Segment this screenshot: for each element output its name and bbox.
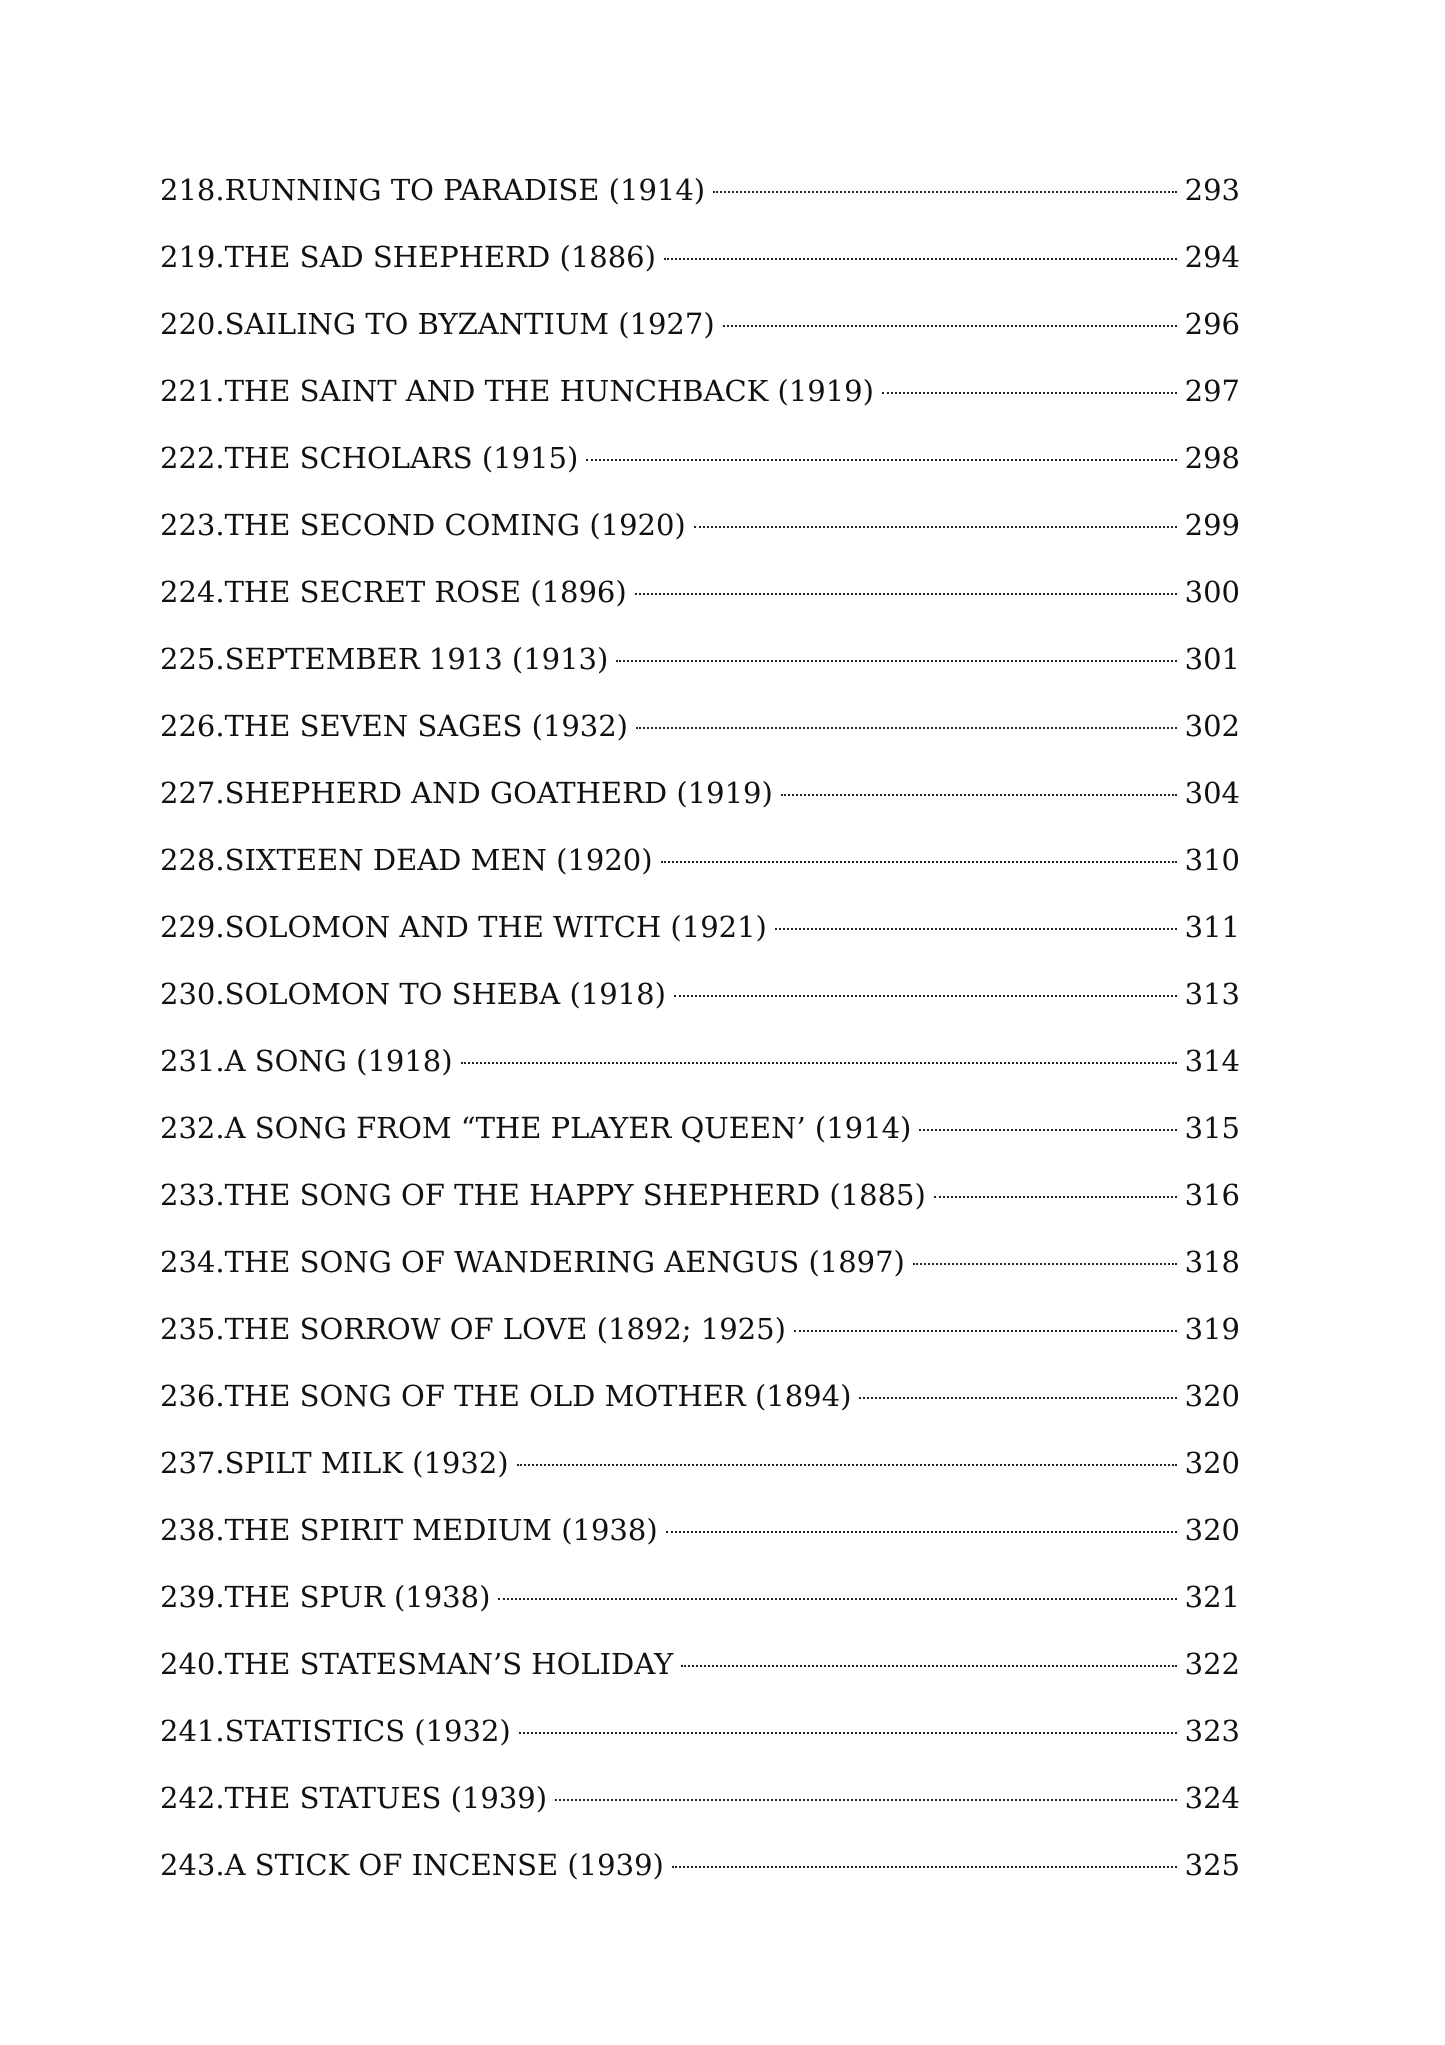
toc-entry[interactable] — [160, 227, 1240, 294]
entry-title: RUNNING TO PARADISE (1914) — [224, 173, 706, 207]
entry-page-number: 325 — [1184, 1848, 1240, 1882]
dot-leader — [919, 1129, 1176, 1131]
entry-title: THE SONG OF THE OLD MOTHER (1894) — [224, 1379, 852, 1413]
entry-title: SAILING TO BYZANTIUM (1927) — [224, 307, 715, 341]
entry-number: 232. — [160, 1111, 225, 1145]
toc-entry[interactable] — [160, 830, 1240, 897]
entry-title: SOLOMON TO SHEBA (1918) — [224, 977, 666, 1011]
entry-page-number: 323 — [1184, 1714, 1240, 1748]
entry-page-number: 296 — [1184, 307, 1240, 341]
toc-entry[interactable] — [160, 495, 1240, 562]
entry-page-number: 300 — [1184, 575, 1240, 609]
dot-leader — [519, 1732, 1177, 1734]
toc-entry[interactable] — [160, 1835, 1240, 1902]
dot-leader — [616, 660, 1176, 662]
entry-title: THE SAINT AND THE HUNCHBACK (1919) — [224, 374, 874, 408]
dot-leader — [672, 1866, 1177, 1868]
entry-title: THE SECOND COMING (1920) — [224, 508, 686, 542]
entry-page-number: 322 — [1184, 1647, 1240, 1681]
entry-title: THE SORROW OF LOVE (1892; 1925) — [224, 1312, 786, 1346]
dot-leader — [674, 995, 1177, 997]
dot-leader — [636, 727, 1177, 729]
entry-page-number: 320 — [1184, 1379, 1240, 1413]
entry-title: SEPTEMBER 1913 (1913) — [224, 642, 609, 676]
entry-number: 234. — [160, 1245, 225, 1279]
dot-leader — [661, 861, 1177, 863]
dot-leader — [681, 1665, 1176, 1667]
toc-entry[interactable] — [160, 428, 1240, 495]
entry-number: 242. — [160, 1781, 225, 1815]
entry-number: 239. — [160, 1580, 225, 1614]
dot-leader — [882, 392, 1177, 394]
entry-number: 231. — [160, 1044, 225, 1078]
toc-entry[interactable] — [160, 1701, 1240, 1768]
entry-number: 225. — [160, 642, 225, 676]
toc-entry[interactable] — [160, 964, 1240, 1031]
toc-entry[interactable] — [160, 897, 1240, 964]
entry-title: THE SPUR (1938) — [224, 1580, 491, 1614]
entry-title: SHEPHERD AND GOATHERD (1919) — [224, 776, 773, 810]
entry-number: 237. — [160, 1446, 225, 1480]
entry-title: THE STATESMAN’S HOLIDAY — [224, 1647, 674, 1681]
toc-entry[interactable] — [160, 1567, 1240, 1634]
toc-entry[interactable] — [160, 1366, 1240, 1433]
entry-title: THE SCHOLARS (1915) — [224, 441, 579, 475]
entry-number: 240. — [160, 1647, 225, 1681]
entry-page-number: 321 — [1184, 1580, 1240, 1614]
entry-title: SOLOMON AND THE WITCH (1921) — [224, 910, 767, 944]
entry-number: 222. — [160, 441, 225, 475]
entry-number: 224. — [160, 575, 225, 609]
dot-leader — [666, 1531, 1177, 1533]
toc-entry[interactable] — [160, 294, 1240, 361]
entry-number: 238. — [160, 1513, 225, 1547]
toc-entry[interactable] — [160, 1634, 1240, 1701]
dot-leader — [775, 928, 1177, 930]
dot-leader — [555, 1799, 1177, 1801]
toc-entry[interactable] — [160, 1433, 1240, 1500]
dot-leader — [586, 459, 1176, 461]
toc-entry[interactable] — [160, 1098, 1240, 1165]
toc-entry[interactable] — [160, 160, 1240, 227]
dot-leader — [517, 1464, 1177, 1466]
entry-page-number: 316 — [1184, 1178, 1240, 1212]
entry-number: 226. — [160, 709, 225, 743]
entry-page-number: 302 — [1184, 709, 1240, 743]
entry-page-number: 314 — [1184, 1044, 1240, 1078]
entry-number: 220. — [160, 307, 225, 341]
entry-title: THE SAD SHEPHERD (1886) — [224, 240, 656, 274]
entry-page-number: 297 — [1184, 374, 1240, 408]
dot-leader — [635, 593, 1177, 595]
entry-number: 229. — [160, 910, 225, 944]
entry-number: 235. — [160, 1312, 225, 1346]
entry-number: 236. — [160, 1379, 225, 1413]
toc-entry[interactable] — [160, 1299, 1240, 1366]
entry-page-number: 313 — [1184, 977, 1240, 1011]
entry-title: THE STATUES (1939) — [224, 1781, 548, 1815]
toc-entry[interactable] — [160, 696, 1240, 763]
entry-title: A SONG (1918) — [224, 1044, 453, 1078]
entry-number: 243. — [160, 1848, 225, 1882]
entry-title: THE SONG OF THE HAPPY SHEPHERD (1885) — [224, 1178, 926, 1212]
entry-page-number: 311 — [1184, 910, 1240, 944]
entry-title: SIXTEEN DEAD MEN (1920) — [224, 843, 653, 877]
entry-page-number: 324 — [1184, 1781, 1240, 1815]
dot-leader — [694, 526, 1177, 528]
entry-number: 223. — [160, 508, 225, 542]
entry-number: 228. — [160, 843, 225, 877]
dot-leader — [498, 1598, 1176, 1600]
dot-leader — [794, 1330, 1177, 1332]
entry-number: 230. — [160, 977, 225, 1011]
toc-entry[interactable] — [160, 1500, 1240, 1567]
entry-page-number: 318 — [1184, 1245, 1240, 1279]
dot-leader — [723, 325, 1177, 327]
toc-entry[interactable] — [160, 1768, 1240, 1835]
dot-leader — [859, 1397, 1176, 1399]
entry-page-number: 293 — [1184, 173, 1240, 207]
entry-page-number: 320 — [1184, 1513, 1240, 1547]
dot-leader — [934, 1196, 1177, 1198]
toc-entry[interactable] — [160, 629, 1240, 696]
entry-page-number: 301 — [1184, 642, 1240, 676]
entry-page-number: 315 — [1184, 1111, 1240, 1145]
entry-title: THE SECRET ROSE (1896) — [224, 575, 627, 609]
entry-page-number: 294 — [1184, 240, 1240, 274]
entry-title: STATISTICS (1932) — [224, 1714, 511, 1748]
entry-title: THE SEVEN SAGES (1932) — [224, 709, 629, 743]
entry-title: A SONG FROM “THE PLAYER QUEEN’ (1914) — [224, 1111, 912, 1145]
toc-entry[interactable] — [160, 1232, 1240, 1299]
entry-title: THE SONG OF WANDERING AENGUS (1897) — [224, 1245, 905, 1279]
table-of-contents — [160, 160, 1240, 1902]
toc-entry[interactable] — [160, 1165, 1240, 1232]
entry-number: 227. — [160, 776, 225, 810]
entry-number: 233. — [160, 1178, 225, 1212]
entry-title: SPILT MILK (1932) — [224, 1446, 509, 1480]
entry-page-number: 304 — [1184, 776, 1240, 810]
entry-number: 221. — [160, 374, 225, 408]
toc-entry[interactable] — [160, 1031, 1240, 1098]
entry-number: 218. — [160, 173, 225, 207]
toc-entry[interactable] — [160, 763, 1240, 830]
entry-title: A STICK OF INCENSE (1939) — [224, 1848, 664, 1882]
dot-leader — [913, 1263, 1177, 1265]
entry-number: 219. — [160, 240, 225, 274]
entry-number: 241. — [160, 1714, 225, 1748]
entry-page-number: 298 — [1184, 441, 1240, 475]
entry-page-number: 310 — [1184, 843, 1240, 877]
dot-leader — [664, 258, 1177, 260]
entry-page-number: 299 — [1184, 508, 1240, 542]
dot-leader — [781, 794, 1177, 796]
entry-title: THE SPIRIT MEDIUM (1938) — [224, 1513, 658, 1547]
dot-leader — [461, 1062, 1177, 1064]
dot-leader — [713, 191, 1177, 193]
toc-entry[interactable] — [160, 562, 1240, 629]
entry-page-number: 320 — [1184, 1446, 1240, 1480]
toc-entry[interactable] — [160, 361, 1240, 428]
entry-page-number: 319 — [1184, 1312, 1240, 1346]
